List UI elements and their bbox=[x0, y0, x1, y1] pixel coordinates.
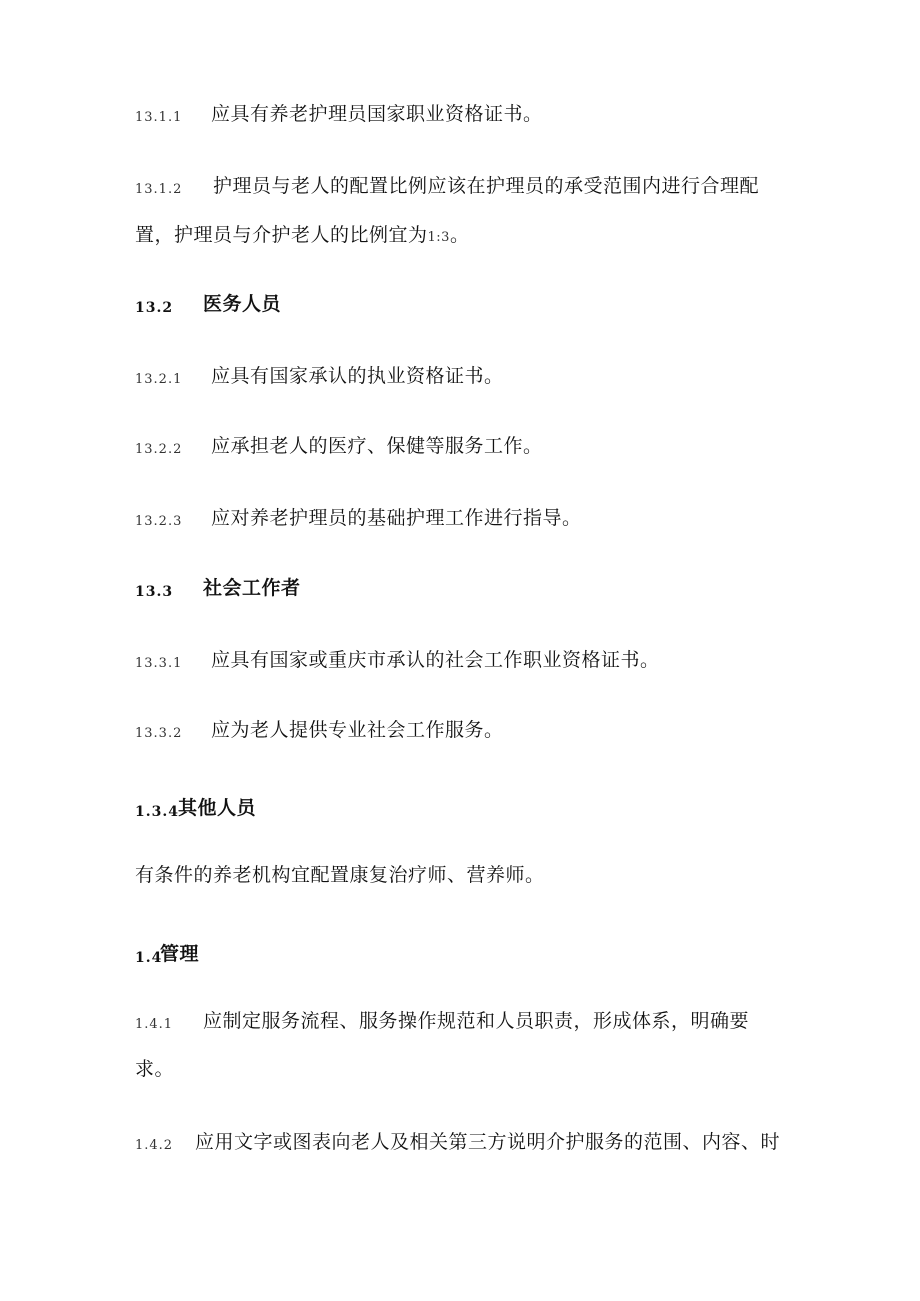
clause-text: 应具有养老护理员国家职业资格证书。 bbox=[211, 103, 543, 125]
clause-text: 护理员与老人的配置比例应该在护理员的承受范围内进行合理配 bbox=[213, 175, 760, 197]
continued-text: 置，护理员与介护老人的比例宜为 bbox=[135, 224, 428, 246]
clause-text: 应对养老护理员的基础护理工作进行指导。 bbox=[211, 507, 582, 529]
clause-number: 1.4.1 bbox=[135, 1017, 174, 1032]
section-title: 社会工作者 bbox=[203, 577, 301, 599]
clause-text: 应为老人提供专业社会工作服务。 bbox=[211, 719, 504, 741]
clause-text-continued bbox=[135, 223, 469, 250]
clause-text: 应具有国家承认的执业资格证书。 bbox=[211, 365, 504, 387]
ratio-value: 1:3 bbox=[427, 230, 450, 245]
sentence-end: 。 bbox=[449, 224, 470, 246]
section-title: 医务人员 bbox=[203, 293, 282, 315]
clause-number: 13.1.1 bbox=[135, 110, 183, 125]
clause-number: 1.4.2 bbox=[135, 1138, 174, 1153]
clause-number: 13.1.2 bbox=[135, 182, 183, 197]
clause-number: 13.2.1 bbox=[135, 372, 183, 387]
clause-text-continued: 求。 bbox=[135, 1058, 175, 1080]
clause-text: 应用文字或图表向老人及相关第三方说明介护服务的范围、内容、时 bbox=[195, 1131, 781, 1153]
paragraph-text: 有条件的养老机构宜配置康复治疗师、营养师。 bbox=[135, 864, 545, 886]
section-number: 1.3.4 bbox=[135, 804, 179, 820]
section-number: 13.2 bbox=[135, 300, 174, 316]
clause-text: 应具有国家或重庆市承认的社会工作职业资格证书。 bbox=[211, 649, 660, 671]
section-number: 1.4 bbox=[135, 950, 163, 966]
clause-number: 13.3.2 bbox=[135, 726, 183, 741]
clause-text: 应承担老人的医疗、保健等服务工作。 bbox=[211, 435, 543, 457]
section-title: 管理 bbox=[160, 943, 200, 965]
section-title: 其他人员 bbox=[178, 797, 257, 819]
clause-number: 13.3.1 bbox=[135, 656, 183, 671]
section-number: 13.3 bbox=[135, 584, 174, 600]
clause-text: 应制定服务流程、服务操作规范和人员职责，形成体系，明确要 bbox=[203, 1010, 750, 1032]
clause-number: 13.2.2 bbox=[135, 442, 183, 457]
clause-number: 13.2.3 bbox=[135, 514, 183, 529]
